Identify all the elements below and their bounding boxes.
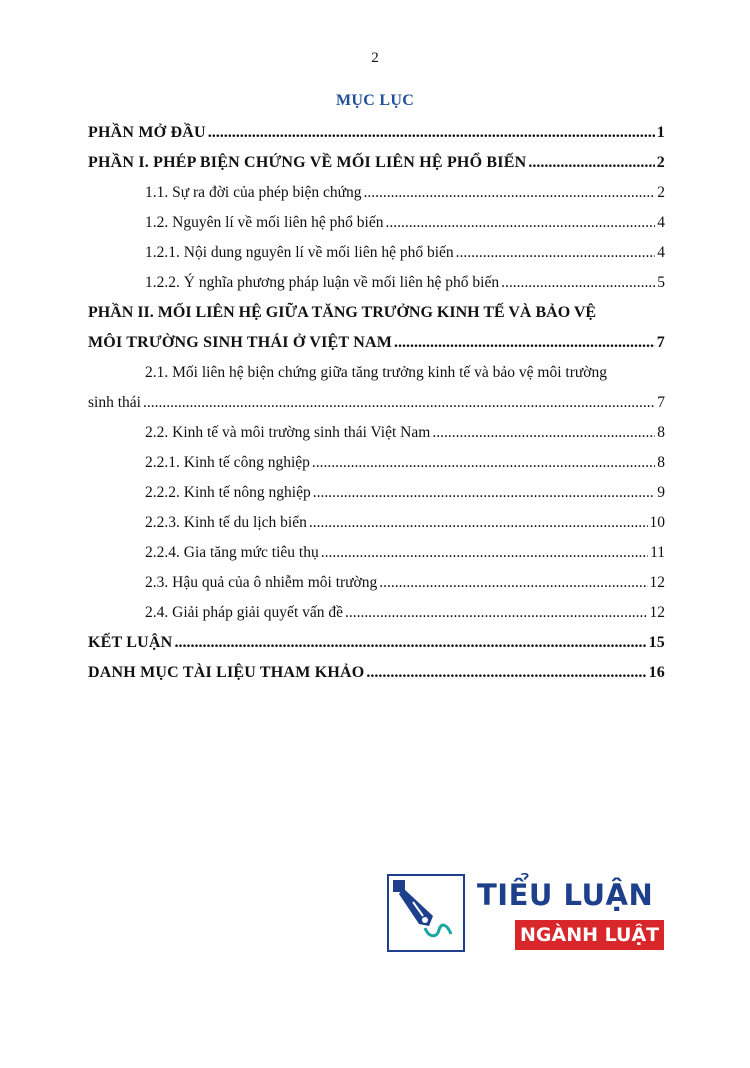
toc-entry-multiline[interactable] [88,298,665,358]
toc-entry-label: PHẦN I. PHÉP BIỆN CHỨNG VỀ MỐI LIÊN HỆ PHỔ BIẾN [88,154,527,171]
toc-entry-label: MÔI TRƯỜNG SINH THÁI Ở VIỆT NAM [88,334,393,351]
toc-entry-multiline[interactable] [88,358,665,418]
toc-entry-page: 16 [648,664,665,681]
toc-entry[interactable] [88,418,665,448]
toc-entry[interactable] [88,148,665,178]
toc-entry-label: 2.4. Giải pháp giải quyết vấn đề [145,604,344,621]
dot-leader [313,478,656,508]
toc-entry-line2 [88,328,665,358]
toc-entry-page: 2 [656,154,665,171]
toc-entry-label: 2.3. Hậu quả của ô nhiễm môi trường [145,574,378,591]
dot-leader [366,658,646,688]
toc-entry-label: 2.2.1. Kinh tế công nghiệp [145,454,310,471]
toc-entry-label: PHẦN MỞ ĐẦU [88,124,206,141]
table-of-contents [88,118,665,688]
toc-entry-page: 7 [657,394,665,411]
toc-entry-page: 4 [657,214,665,231]
toc-entry[interactable] [88,208,665,238]
dot-leader [321,538,648,568]
dot-leader [143,388,655,418]
dot-leader [364,178,656,208]
logo-text-bottom: NGÀNH LUẬT [515,920,664,950]
toc-entry-page: 8 [657,424,665,441]
toc-entry-label: PHẦN II. MỐI LIÊN HỆ GIỮA TĂNG TRƯỞNG KINH TẾ VÀ BẢO VỆ [88,304,597,321]
toc-entry-page: 5 [657,274,665,291]
toc-title: MỤC LỤC [335,92,415,109]
dot-leader [345,598,647,628]
toc-entry[interactable] [88,658,665,688]
toc-entry[interactable] [88,448,665,478]
toc-entry-page: 9 [657,484,665,501]
toc-entry-label: 1.2.1. Nội dung nguyên lí về mối liên hệ phổ biến [145,244,454,261]
pen-nib-icon [387,874,465,952]
toc-entry[interactable] [88,508,665,538]
dot-leader [456,238,656,268]
toc-entry-label-line1: 2.1. Mối liên hệ biện chứng giữa tăng trưởng kinh tế và bảo vệ môi trường [145,364,607,381]
toc-entry-label: 1.2. Nguyên lí về mối liên hệ phổ biến [145,214,384,231]
dot-leader [379,568,647,598]
toc-entry-label: 2.2. Kinh tế và môi trường sinh thái Việt Nam [145,424,431,441]
dot-leader [174,628,646,658]
toc-entry[interactable] [88,568,665,598]
toc-entry-page: 15 [648,634,665,651]
toc-entry-page: 2 [657,184,665,201]
toc-entry-page: 12 [649,604,665,621]
dot-leader [501,268,655,298]
toc-entry[interactable] [88,178,665,208]
toc-entry-page: 1 [656,124,665,141]
brand-logo [387,874,660,954]
toc-entry-label: 2.2.2. Kinh tế nông nghiệp [145,484,311,501]
toc-entry[interactable] [88,118,665,148]
dot-leader [394,328,655,358]
toc-entry-label: 2.2.4. Gia tăng mức tiêu thụ [145,544,319,561]
toc-entry-label: DANH MỤC TÀI LIỆU THAM KHẢO [88,664,365,681]
toc-entry[interactable] [88,268,665,298]
page-number: 2 [371,50,379,66]
toc-entry-page: 10 [649,514,665,531]
toc-entry[interactable] [88,628,665,658]
toc-entry-label: 1.1. Sự ra đời của phép biện chứng [145,184,362,201]
dot-leader [208,118,655,148]
toc-entry-page: 4 [657,244,665,261]
toc-entry-line2 [88,388,665,418]
toc-entry-page: 11 [650,544,665,561]
dot-leader [309,508,648,538]
toc-entry-label: sinh thái [88,394,141,411]
toc-entry-label: 1.2.2. Ý nghĩa phương pháp luận về mối liên hệ phổ biến [145,274,500,291]
toc-entry[interactable] [88,478,665,508]
dot-leader [312,448,655,478]
logo-text-top: TIỂU LUẬN [477,878,654,912]
toc-entry[interactable] [88,238,665,268]
dot-leader [386,208,656,238]
toc-entry-page: 8 [657,454,665,471]
toc-entry-label-line1 [88,298,665,328]
toc-entry-page: 7 [656,334,665,351]
toc-entry-label: 2.2.3. Kinh tế du lịch biển [145,514,307,531]
dot-leader [432,418,655,448]
dot-leader [528,148,654,178]
toc-entry-label: KẾT LUẬN [88,634,173,651]
toc-entry-page: 12 [649,574,665,591]
toc-entry[interactable] [88,538,665,568]
toc-entry[interactable] [88,598,665,628]
